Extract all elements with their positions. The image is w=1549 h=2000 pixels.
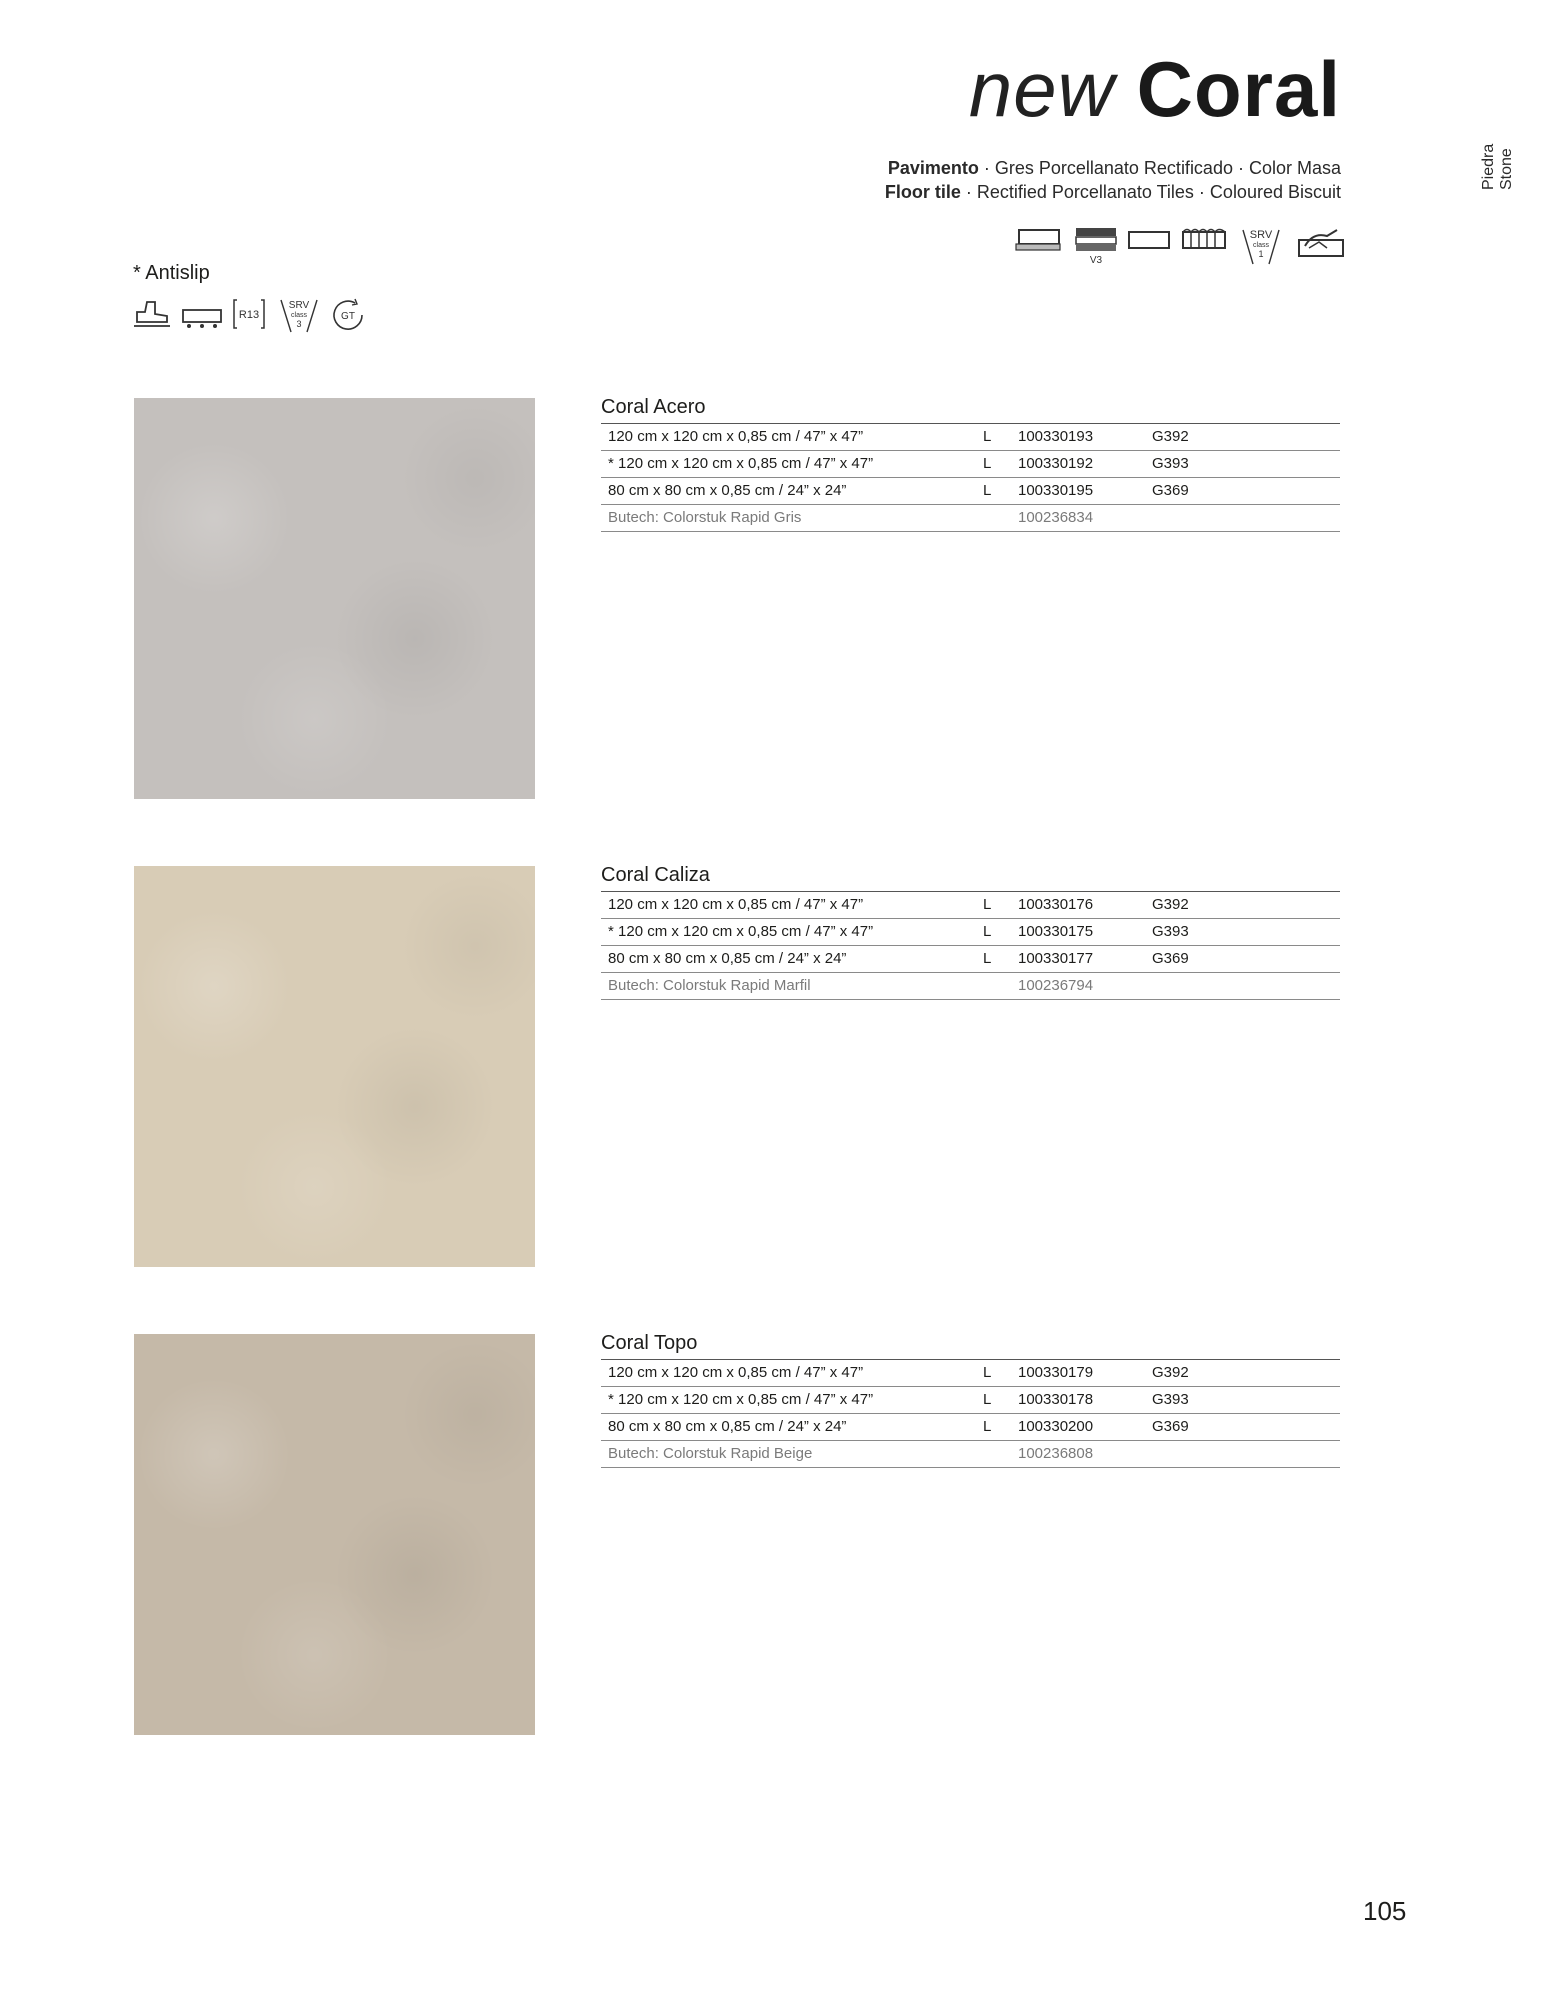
code-cell: 100330200 [1018, 1418, 1094, 1435]
subtitle-english-rest: · Rectified Porcellanato Tiles · Coloured Biscuit [960, 182, 1341, 202]
side-label-line1: Piedra [1480, 143, 1497, 190]
gt-icon [329, 296, 367, 334]
l-cell: L [983, 482, 992, 499]
subtitle-english-bold: Floor tile [884, 182, 961, 202]
size-cell: 80 cm x 80 cm x 0,85 cm / 24” x 24” [608, 950, 847, 967]
antislip-icons-row [133, 296, 373, 338]
product-name: Coral Acero [601, 395, 1340, 424]
swatch-coral-acero [134, 398, 535, 799]
butech-code: 100236834 [1018, 509, 1094, 526]
size-cell: 120 cm x 120 cm x 0,85 cm / 47” x 47” [608, 428, 864, 445]
side-label-line2: Stone [1498, 148, 1515, 190]
subtitle-spanish-bold: Pavimento [887, 158, 979, 178]
code-cell: 100330195 [1018, 482, 1094, 499]
srv-label: SRV [1249, 229, 1273, 241]
srv-class-value-antislip: 3 [296, 319, 302, 329]
table-row [601, 946, 1340, 973]
swatch-coral-topo [134, 1334, 535, 1735]
swatch-coral-caliza [134, 866, 535, 1267]
srv-class-label-antislip: class [291, 312, 307, 319]
floor-tile-icon [1015, 226, 1063, 256]
srv-class-value: 1 [1258, 249, 1264, 259]
l-cell: L [983, 1418, 992, 1435]
g-cell: G393 [1152, 1391, 1189, 1408]
size-cell: * 120 cm x 120 cm x 0,85 cm / 47” x 47” [608, 923, 874, 940]
r13-label: R13 [238, 309, 260, 321]
table-row [601, 451, 1340, 478]
srv-class-label: class [1253, 242, 1269, 249]
table-row [601, 424, 1340, 451]
code-cell: 100330178 [1018, 1391, 1094, 1408]
subtitle-english [885, 182, 1341, 203]
r13-icon [231, 296, 267, 332]
gt-label: GT [341, 311, 355, 322]
butech-row [601, 505, 1340, 532]
title-bold: Coral [1136, 45, 1341, 133]
antislip-label: * Antislip [133, 262, 210, 284]
g-cell: G369 [1152, 482, 1189, 499]
butech-code: 100236794 [1018, 977, 1094, 994]
srv-class-3-icon [277, 296, 321, 336]
l-cell: L [983, 923, 992, 940]
butech-label: Butech: Colorstuk Rapid Gris [608, 509, 802, 526]
title-light: new [968, 45, 1115, 133]
page-number: 105 [1363, 1896, 1407, 1926]
g-cell: G393 [1152, 923, 1189, 940]
code-cell: 100330193 [1018, 428, 1094, 445]
l-cell: L [983, 896, 992, 913]
code-cell: 100330175 [1018, 923, 1094, 940]
subtitle-spanish [888, 158, 1341, 179]
size-cell: * 120 cm x 120 cm x 0,85 cm / 47” x 47” [608, 1391, 874, 1408]
code-cell: 100330192 [1018, 455, 1094, 472]
g-cell: G369 [1152, 950, 1189, 967]
butech-row [601, 1441, 1340, 1468]
code-cell: 100330176 [1018, 896, 1094, 913]
swatch-texture [134, 866, 535, 1267]
v3-label: V3 [1089, 255, 1103, 266]
l-cell: L [983, 455, 992, 472]
table-row [601, 1360, 1340, 1387]
g-cell: G392 [1152, 428, 1189, 445]
l-cell: L [983, 950, 992, 967]
size-cell: 120 cm x 120 cm x 0,85 cm / 47” x 47” [608, 1364, 864, 1381]
size-cell: * 120 cm x 120 cm x 0,85 cm / 47” x 47” [608, 455, 874, 472]
product-table-coral-caliza [601, 863, 1340, 1000]
code-cell: 100330177 [1018, 950, 1094, 967]
table-row [601, 919, 1340, 946]
table-row [601, 892, 1340, 919]
srv-label-antislip: SRV [288, 300, 310, 311]
product-name: Coral Topo [601, 1331, 1340, 1360]
g-cell: G369 [1152, 1418, 1189, 1435]
technical-icons-row [1015, 226, 1345, 276]
product-table-coral-acero [601, 395, 1340, 532]
frost-resistant-icon [1181, 226, 1227, 256]
table-row [601, 478, 1340, 505]
size-cell: 80 cm x 80 cm x 0,85 cm / 24” x 24” [608, 482, 847, 499]
srv-class-icon [1237, 226, 1285, 270]
subtitle-spanish-rest: · Gres Porcellanato Rectificado · Color Masa [978, 158, 1341, 178]
code-cell: 100330179 [1018, 1364, 1094, 1381]
product-table-coral-topo [601, 1331, 1340, 1468]
rectified-edge-icon [1127, 226, 1171, 256]
l-cell: L [983, 1364, 992, 1381]
table-row [601, 1414, 1340, 1441]
l-cell: L [983, 1391, 992, 1408]
g-cell: G393 [1152, 455, 1189, 472]
size-cell: 80 cm x 80 cm x 0,85 cm / 24” x 24” [608, 1418, 847, 1435]
shoe-slip-icon [133, 296, 171, 330]
swatch-texture [134, 1334, 535, 1735]
size-cell: 120 cm x 120 cm x 0,85 cm / 47” x 47” [608, 896, 864, 913]
page-title [968, 45, 1341, 133]
table-row [601, 1387, 1340, 1414]
butech-row [601, 973, 1340, 1000]
g-cell: G392 [1152, 896, 1189, 913]
butech-code: 100236808 [1018, 1445, 1094, 1462]
product-name: Coral Caliza [601, 863, 1340, 892]
swatch-texture [134, 398, 535, 799]
side-category-label [1480, 144, 1516, 190]
l-cell: L [983, 428, 992, 445]
shade-variation-v3-icon [1075, 226, 1117, 266]
butech-label: Butech: Colorstuk Rapid Marfil [608, 977, 811, 994]
cleaning-icon [1297, 226, 1345, 260]
g-cell: G392 [1152, 1364, 1189, 1381]
butech-label: Butech: Colorstuk Rapid Beige [608, 1445, 813, 1462]
ramp-test-icon [181, 296, 223, 330]
